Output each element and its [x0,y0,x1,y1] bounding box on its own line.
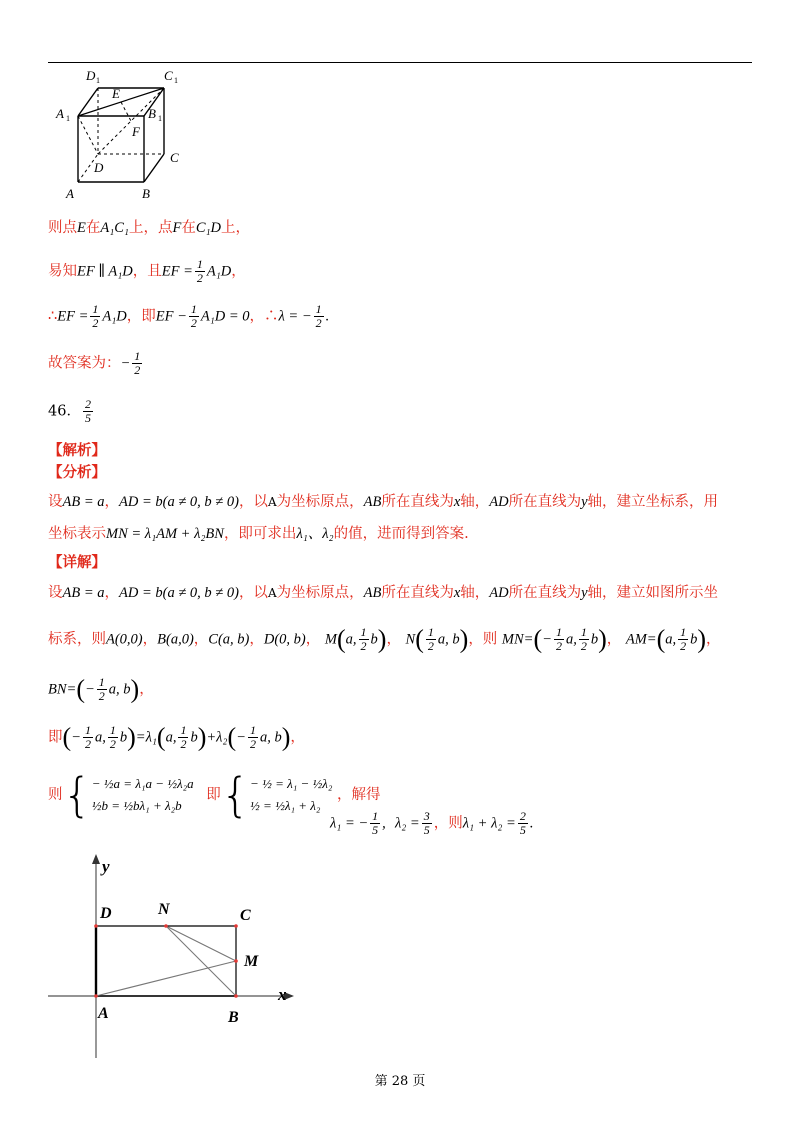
label-C1: C [164,68,173,83]
cube-figure [48,66,198,202]
label-M: M [244,953,259,970]
point-C [234,924,238,928]
svg-text:1: 1 [66,114,70,123]
label-D1: D [86,68,96,83]
answer-line: 故答案为：− $\frac{1}{2}$ [48,349,141,377]
label-C: C [240,907,251,924]
xiangjie-line-3: BN=(− $\frac{1}{2}$ a, b)， [48,674,154,704]
label-A: A [98,1005,109,1022]
page-footer: 第 28 页 [374,1074,426,1089]
label-A: A [66,186,74,201]
label-B1: B [148,106,156,121]
section-xiangjie: 【详解】 [48,554,106,571]
header-rule [48,62,752,63]
line-3: ∴EF = $\frac{1}{2}$ A₁D，即EF − $\frac{1}{2}$ A₁D = 0，∴λ = − $\frac{1}{2}$ . [48,302,330,330]
line-2: 易知EF ∥ A₁D，且EF = $\frac{1}{2}$ A₁D， [48,257,246,285]
label-B: B [228,1009,239,1026]
label-y: y [102,857,110,876]
section-jiexi: 【解析】 [48,442,106,459]
svg-text:1: 1 [174,76,178,85]
label-C: C [170,150,179,165]
point-A [94,994,98,998]
fenxi-line-1: 设AB = a，AD = b(a ≠ 0, b ≠ 0)，以A为坐标原点，AB所在直线为x轴，AD所在直线为y轴，建立坐标系，用 [48,494,719,510]
xiangjie-systems: 则{ − ½a = λ₁a − ½λ₂a ½b = ½bλ₁ + λ₂b 即{ − ½ = λ₁ − ½λ₂ ½ = ½λ₁ + λ₂ ，解得 [48,768,381,822]
point-N [164,924,168,928]
xiangjie-line-2: 标系，则A(0,0)，B(a,0)，C(a, b)，D(0, b)， M(a, $\frac{1}{2}$ b)， N( $\frac{1}{2}$ a, b)，则 MN=(− $\frac{1}{2}$ a, $\frac{1}{2}$ b)， AM=(a, $\frac{1}{2}$ b)， [48,624,721,654]
solution-line: λ₁ = − $\frac{1}{5}$ , λ₂ = $\frac{3}{5}$ ，则λ₁ + λ₂ = $\frac{2}{5}$ . [330,809,534,837]
question-46: 46． $\frac{2}{5}$ [48,397,91,425]
label-D: D [94,160,104,175]
fenxi-line-2: 坐标表示MN = λ₁AM + λ₂BN，即可求出λ₁、λ₂的值，进而得到答案. [48,526,469,542]
label-F: F [132,124,140,139]
rectangle-diagram [40,850,310,1060]
point-M [234,959,238,963]
xiangjie-line-4: 即(− $\frac{1}{2}$ a, $\frac{1}{2}$ b)=λ₁(a, $\frac{1}{2}$ b)+λ₂(− $\frac{1}{2}$ a, b)， [48,722,305,752]
point-B [234,994,238,998]
svg-text:1: 1 [96,76,100,85]
point-D [94,924,98,928]
label-B: B [142,186,150,201]
section-fenxi: 【分析】 [48,464,106,481]
label-x: x [278,985,287,1004]
label-D: D [100,905,112,922]
label-N: N [158,901,170,918]
label-E: E [112,86,120,101]
line-1: 则点E在A₁C₁上，点F在C₁D上， [48,220,251,236]
svg-text:1: 1 [158,114,162,123]
label-A1: A [56,106,64,121]
xiangjie-line-1: 设AB = a，AD = b(a ≠ 0, b ≠ 0)，以A为坐标原点，AB所在直线为x轴，AD所在直线为y轴，建立如图所示坐 [48,585,719,601]
